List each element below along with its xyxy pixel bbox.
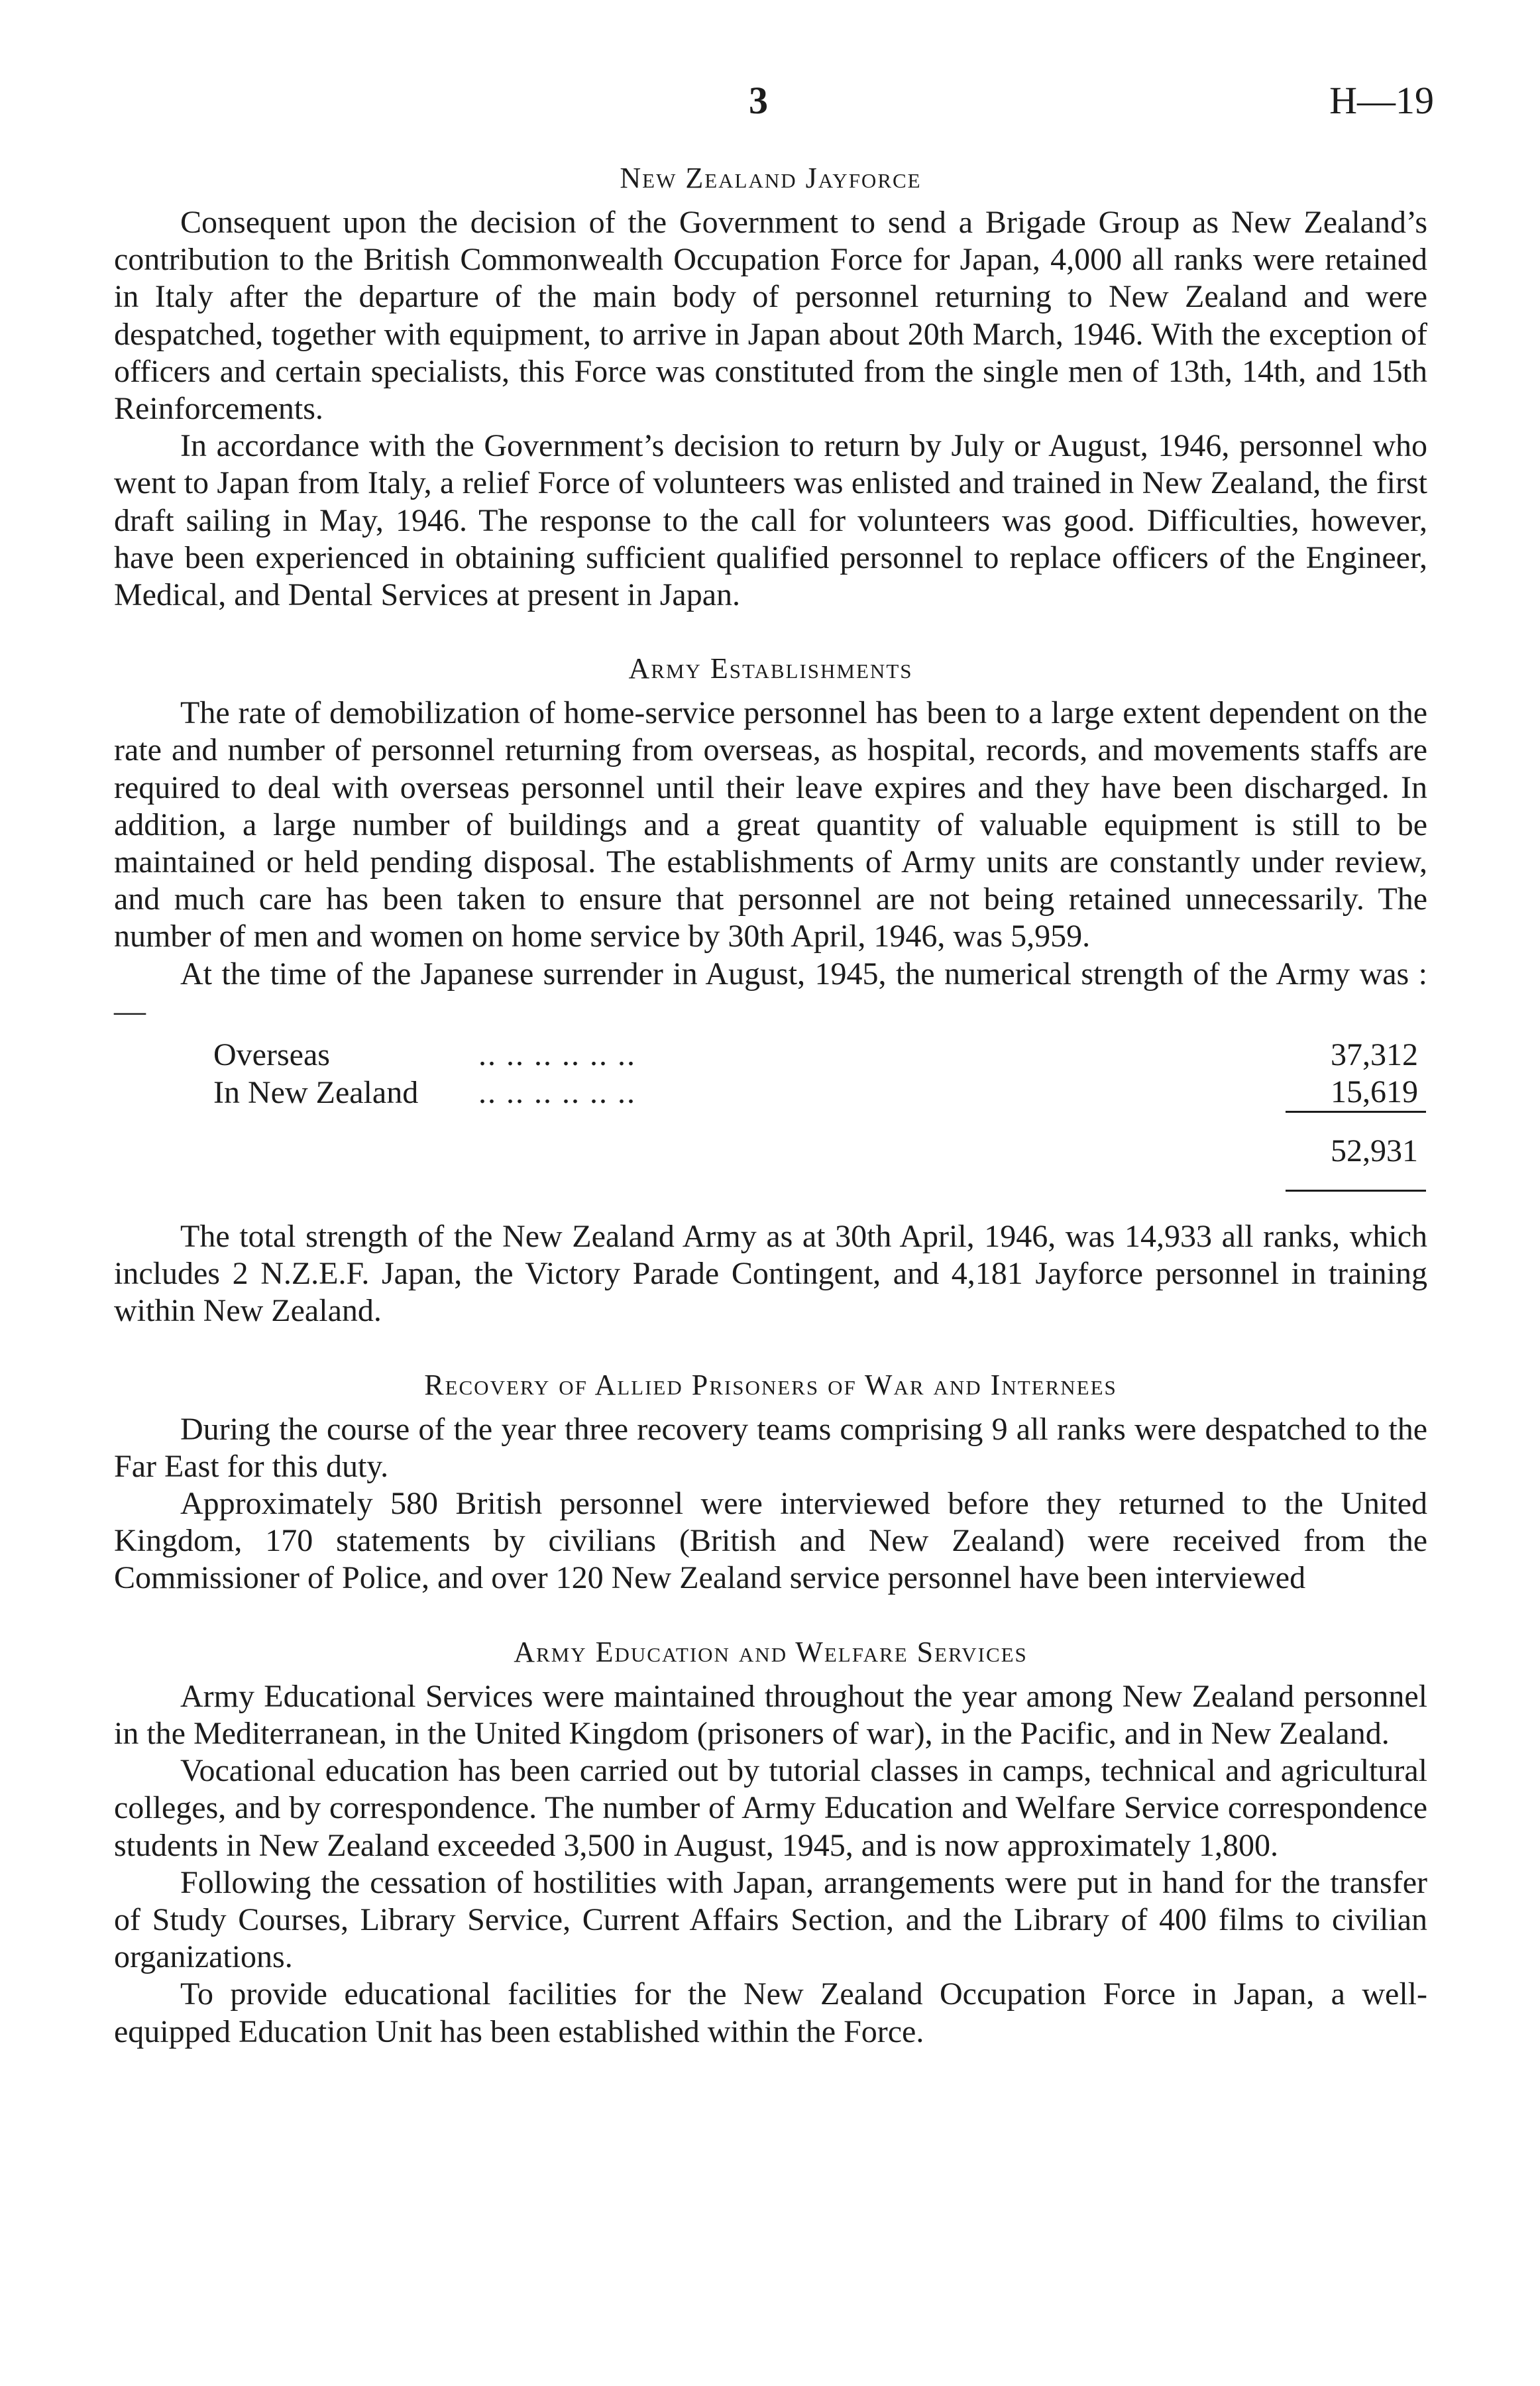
section-jayforce bbox=[114, 159, 1427, 614]
section-army-establishments bbox=[114, 650, 1427, 1330]
paragraph: In accordance with the Government’s decision to return by July or August, 1946, personnel who went to Japan from Italy, a relief Force of volunteers was enlisted and trained in New Zealand, the first draft sailing in May, 1946. The response to the call for volunteers was good. Difficulties, however, have been experienced in obtaining sufficient qualified personnel to replace officers of the Engineer, Medical, and Dental Services at present in Japan. bbox=[114, 428, 1427, 613]
paragraph: Army Educational Services were maintained throughout the year among New Zealand personnel in the Mediterranean, in the United Kingdom (prisoners of war), in the Pacific, and in New Zealand. bbox=[114, 1678, 1427, 1751]
row-value: 15,619 bbox=[1331, 1074, 1418, 1110]
section-recovery-pow bbox=[114, 1366, 1427, 1597]
paragraph: Consequent upon the decision of the Government to send a Brigade Group as New Zealand’s contribution to the British Commonwealth Occupation Force for Japan, 4,000 all ranks were retained in Italy after the departure of the main body of personnel returning to New Zealand and were despatched, together with equipment, to arrive in Japan about 20th March, 1946. With the exception of officers and certain specialists, this Force was constituted from the single men of 13th, 14th, and 15th Reinforcements. bbox=[114, 205, 1427, 427]
page-number: 3 bbox=[749, 79, 768, 122]
paragraph: To provide educational facilities for the New Zealand Occupation Force in Japan, a well-equipped Education Unit has been established within the Force. bbox=[114, 1976, 1427, 2049]
dot-leader: .. .. .. .. .. .. bbox=[478, 1074, 636, 1110]
page-content bbox=[114, 159, 1427, 2086]
army-strength-table bbox=[213, 1037, 1426, 1192]
section-education-welfare bbox=[114, 1633, 1427, 2051]
paragraph: Approximately 580 British personnel were interviewed before they returned to the United Kingdom, 170 statements by civilians (British and New Zealand) were received from the Commissioner of Police, and over 120 New Zealand service personnel have been interviewed bbox=[114, 1486, 1427, 1596]
total-row bbox=[213, 1112, 1426, 1191]
dot-leader: .. .. .. .. .. .. bbox=[478, 1037, 636, 1073]
section-heading: Army Establishments bbox=[628, 652, 913, 685]
section-heading: Army Education and Welfare Services bbox=[514, 1635, 1028, 1668]
paragraph: The total strength of the New Zealand Army as at 30th April, 1946, was 14,933 all ranks, which includes 2 N.Z.E.F. Japan, the Victory Parade Contingent, and 4,181 Jayforce personnel in training within New Zealand. bbox=[114, 1219, 1427, 1329]
paragraph: Vocational education has been carried out by tutorial classes in camps, technical and agricultural colleges, and by correspondence. The number of Army Education and Welfare Service correspondence students in New Zealand exceeded 3,500 in August, 1945, and is now approximately 1,800. bbox=[114, 1753, 1427, 1863]
total-value: 52,931 bbox=[1286, 1112, 1426, 1191]
table-row bbox=[213, 1037, 1426, 1074]
table-row bbox=[213, 1074, 1426, 1112]
section-heading: Recovery of Allied Prisoners of War and Internees bbox=[424, 1368, 1117, 1401]
paragraph: During the course of the year three recovery teams comprising 9 all ranks were despatched to the Far East for this duty. bbox=[114, 1411, 1427, 1484]
section-heading: New Zealand Jayforce bbox=[620, 162, 922, 194]
row-label: Overseas bbox=[213, 1037, 330, 1073]
paragraph: Following the cessation of hostilities with Japan, arrangements were put in hand for the transfer of Study Courses, Library Service, Current Affairs Section, and the Library of 400 films to civilian organizations. bbox=[114, 1864, 1427, 1975]
document-reference: H—19 bbox=[1329, 79, 1434, 122]
paragraph: The rate of demobilization of home-service personnel has been to a large extent dependent on the rate and number of personnel returning from overseas, as hospital, records, and movements staffs are required to deal with overseas personnel until their leave expires and they have been discharged. In addition, a large number of buildings and a great quantity of valuable equipment is still to be maintained or held pending disposal. The establishments of Army units are constantly under review, and much care has been taken to ensure that personnel are not being retained unnecessarily. The number of men and women on home service by 30th April, 1946, was 5,959. bbox=[114, 695, 1427, 954]
row-value: 37,312 bbox=[1331, 1037, 1418, 1073]
paragraph: At the time of the Japanese surrender in August, 1945, the numerical strength of the Army was :— bbox=[114, 956, 1427, 1029]
row-label: In New Zealand bbox=[213, 1074, 419, 1110]
